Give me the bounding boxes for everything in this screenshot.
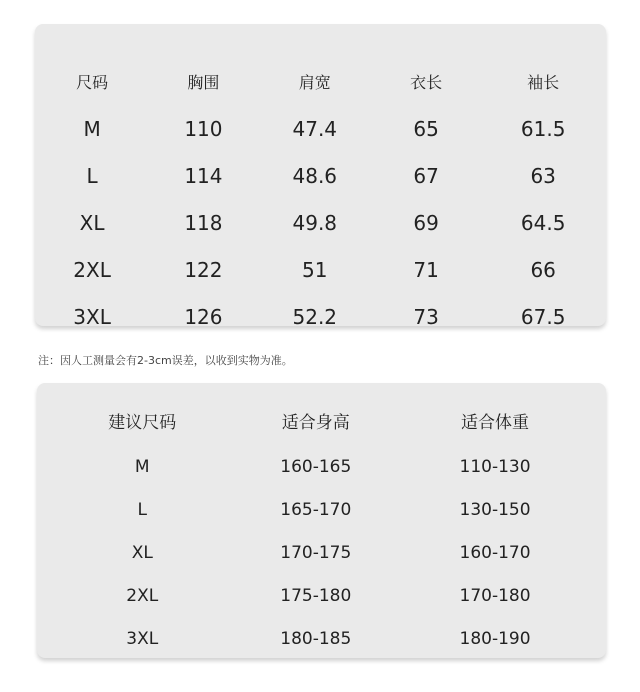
- header-size: 尺码: [76, 73, 109, 92]
- table-row: [35, 293, 606, 340]
- measurement-note: 注：因人工测量会有2-3cm误差，以收到实物为准。: [38, 354, 293, 367]
- cell-length: 65: [413, 116, 439, 141]
- table-row: [35, 152, 606, 199]
- cell-shoulder: 48.6: [292, 163, 338, 188]
- cell-sleeve: 66: [530, 257, 556, 282]
- cell-size: XL: [79, 210, 105, 235]
- table-row: [35, 199, 606, 246]
- cell-size: 3XL: [126, 628, 159, 649]
- table-row: [35, 105, 606, 152]
- cell-size: L: [86, 163, 98, 188]
- cell-weight: 160-170: [459, 542, 531, 563]
- header-chest: 胸围: [187, 73, 220, 92]
- size-recommendation-table: [37, 395, 606, 660]
- table-row: [37, 574, 606, 617]
- cell-length: 73: [413, 304, 439, 329]
- cell-length: 71: [413, 257, 439, 282]
- cell-shoulder: 49.8: [292, 210, 338, 235]
- header-length: 衣长: [410, 73, 443, 92]
- cell-sleeve: 67.5: [520, 304, 566, 329]
- size-recommendation-panel: [37, 383, 606, 658]
- cell-size: 3XL: [73, 304, 111, 329]
- table-row: [37, 531, 606, 574]
- table-row: [37, 488, 606, 531]
- cell-height: 170-175: [280, 542, 352, 563]
- recommendation-header-row: [37, 395, 606, 445]
- cell-size: 2XL: [73, 257, 111, 282]
- size-chart-header-row: [35, 58, 606, 105]
- cell-chest: 126: [184, 304, 223, 329]
- header-weight: 适合体重: [461, 412, 530, 433]
- cell-length: 69: [413, 210, 439, 235]
- cell-size: 2XL: [126, 585, 159, 606]
- size-chart-table: [35, 58, 606, 340]
- cell-size: M: [83, 116, 101, 141]
- cell-sleeve: 61.5: [520, 116, 566, 141]
- cell-weight: 180-190: [459, 628, 531, 649]
- table-row: [37, 445, 606, 488]
- cell-height: 160-165: [280, 456, 352, 477]
- cell-height: 175-180: [280, 585, 352, 606]
- cell-sleeve: 64.5: [520, 210, 566, 235]
- cell-shoulder: 47.4: [292, 116, 338, 141]
- cell-shoulder: 51: [302, 257, 328, 282]
- cell-weight: 170-180: [459, 585, 531, 606]
- table-row: [35, 246, 606, 293]
- cell-length: 67: [413, 163, 439, 188]
- cell-height: 180-185: [280, 628, 352, 649]
- cell-size: XL: [131, 542, 153, 563]
- header-shoulder: 肩宽: [298, 73, 331, 92]
- cell-sleeve: 63: [530, 163, 556, 188]
- cell-weight: 110-130: [459, 456, 531, 477]
- cell-height: 165-170: [280, 499, 352, 520]
- header-sleeve: 袖长: [527, 73, 560, 92]
- size-chart-panel: [35, 24, 606, 329]
- cell-chest: 118: [184, 210, 223, 235]
- cell-chest: 110: [184, 116, 223, 141]
- cell-shoulder: 52.2: [292, 304, 338, 329]
- header-recommended-size: 建议尺码: [108, 412, 177, 433]
- cell-size: L: [137, 499, 147, 520]
- cell-weight: 130-150: [459, 499, 531, 520]
- table-row: [37, 617, 606, 660]
- header-height: 适合身高: [281, 412, 350, 433]
- cell-chest: 122: [184, 257, 223, 282]
- cell-chest: 114: [184, 163, 223, 188]
- cell-size: M: [134, 456, 150, 477]
